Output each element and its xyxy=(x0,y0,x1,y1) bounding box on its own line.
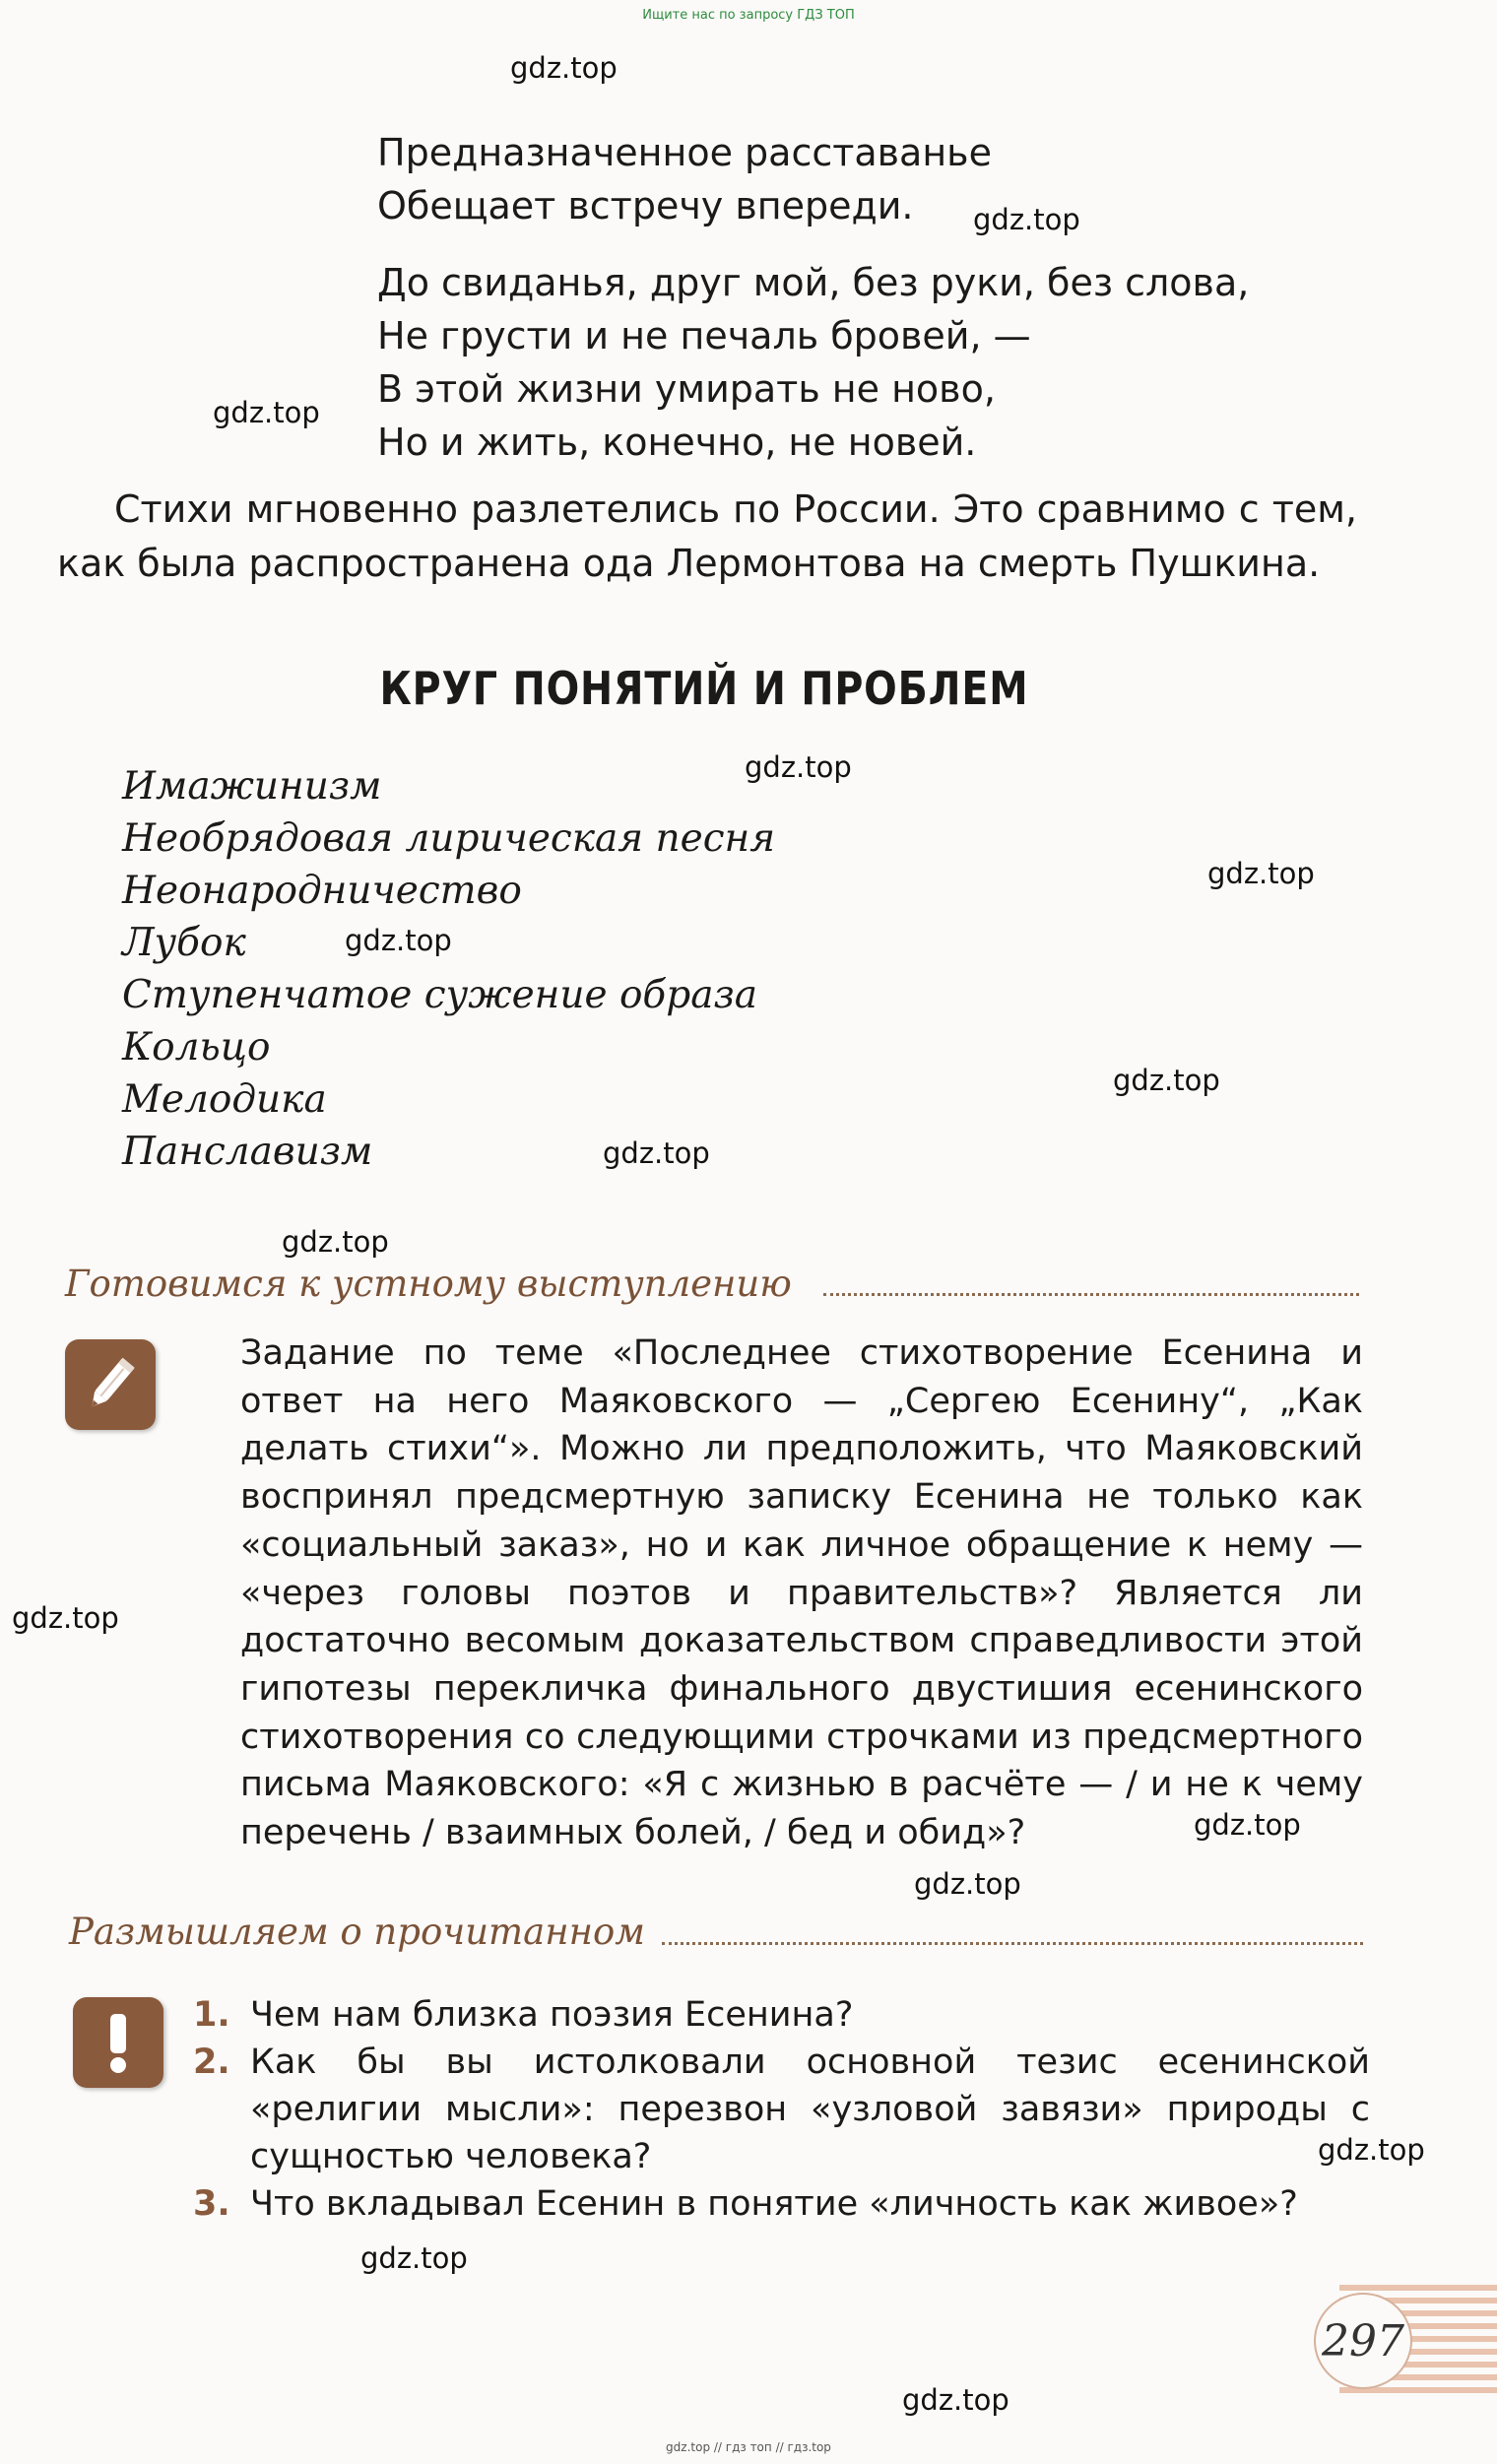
watermark: gdz.top xyxy=(282,1225,389,1259)
poem-line: В этой жизни умирать не ново, xyxy=(377,367,996,411)
watermark: gdz.top xyxy=(510,51,618,85)
exclamation-icon xyxy=(73,1997,163,2088)
term-item: Панславизм xyxy=(122,1130,373,1174)
pencil-icon xyxy=(65,1339,156,1430)
watermark: gdz.top xyxy=(914,1867,1021,1901)
watermark: gdz.top xyxy=(973,203,1080,236)
watermark: gdz.top xyxy=(345,924,452,957)
watermark: gdz.top xyxy=(360,2241,468,2275)
term-item: Ступенчатое сужение образа xyxy=(122,973,757,1017)
question-number: 3. xyxy=(193,2184,230,2224)
list-item xyxy=(193,2180,1370,2228)
list-item xyxy=(193,1991,1370,2039)
question-text: Чем нам близка поэзия Есенина? xyxy=(250,1995,854,2035)
watermark: gdz.top xyxy=(1194,1808,1301,1842)
section-heading: КРУГ ПОНЯТИЙ И ПРОБЛЕМ xyxy=(379,662,1029,715)
question-text: Что вкладывал Есенин в понятие «личность как живое»? xyxy=(250,2184,1298,2224)
watermark: gdz.top xyxy=(1113,1064,1220,1097)
watermark: gdz.top xyxy=(1318,2133,1425,2167)
dotted-rule xyxy=(662,1942,1363,1945)
poem-stanza xyxy=(377,126,1249,469)
oral-task-text: Задание по теме «Последнее стихотворение Есенина и ответ на него Маяковского — „Сергею Есенину“, „Как делать стихи“». Можно ли предположить, что Маяковский воспринял предсмертную записку Есенина не только как «социальный заказ», но и как личное обращение к нему — «через головы поэтов и правительств»? Является ли достаточно весомым доказательством справедливости этой гипотезы перекличка финального двустишия есенинского стихотворения со следующими строчками из предсмертного письма Маяковского: «Я с жизнью в расчёте — / и не к чему перечень / взаимных болей, / бед и обид»? xyxy=(240,1333,1363,1853)
poem-line: Обещает встречу впереди. xyxy=(377,184,914,227)
watermark: gdz.top xyxy=(745,750,852,784)
watermark: gdz.top xyxy=(902,2383,1009,2417)
poem-line: До свиданья, друг мой, без руки, без слова, xyxy=(377,261,1250,304)
question-list xyxy=(193,1991,1370,2228)
watermark: gdz.top xyxy=(603,1136,710,1170)
question-number: 1. xyxy=(193,1995,230,2035)
question-text: Как бы вы истолковали основной тезис есенинской «религии мысли»: перезвон «узловой завязи» природы с сущностью человека? xyxy=(250,2043,1370,2176)
term-item: Неонародничество xyxy=(122,869,522,913)
watermark: gdz.top xyxy=(12,1601,119,1635)
poem-line: Предназначенное расставанье xyxy=(377,131,992,174)
top-search-hint[interactable]: Ищите нас по запросу ГДЗ ТОП xyxy=(642,8,855,23)
list-item xyxy=(193,2039,1370,2180)
reflect-section-title: Размышляем о прочитанном xyxy=(69,1911,645,1953)
term-item: Лубок xyxy=(122,921,246,965)
term-item: Необрядовая лирическая песня xyxy=(122,816,776,861)
terms-list xyxy=(122,760,775,1178)
term-item: Мелодика xyxy=(122,1077,327,1122)
poem-line: Не грусти и не печаль бровей, — xyxy=(377,314,1031,357)
prose-paragraph xyxy=(57,483,1357,591)
watermark: gdz.top xyxy=(1207,857,1315,890)
bottom-links[interactable]: gdz.top // гдз топ // гдз.top xyxy=(666,2440,831,2454)
watermark: gdz.top xyxy=(213,396,320,429)
term-item: Кольцо xyxy=(122,1025,271,1070)
page-number-badge xyxy=(1280,2285,1497,2393)
poem-line: Но и жить, конечно, не новей. xyxy=(377,421,977,464)
dotted-rule xyxy=(823,1293,1359,1296)
question-number: 2. xyxy=(193,2043,230,2082)
oral-section-title: Готовимся к устному выступлению xyxy=(65,1263,792,1305)
term-item: Имажинизм xyxy=(122,764,382,809)
prose-text: Стихи мгновенно разлетелись по России. Это сравнимо с тем, как была распространена ода Лермонтова на смерть Пушкина. xyxy=(57,487,1357,585)
page-number: 297 xyxy=(1314,2293,1412,2389)
